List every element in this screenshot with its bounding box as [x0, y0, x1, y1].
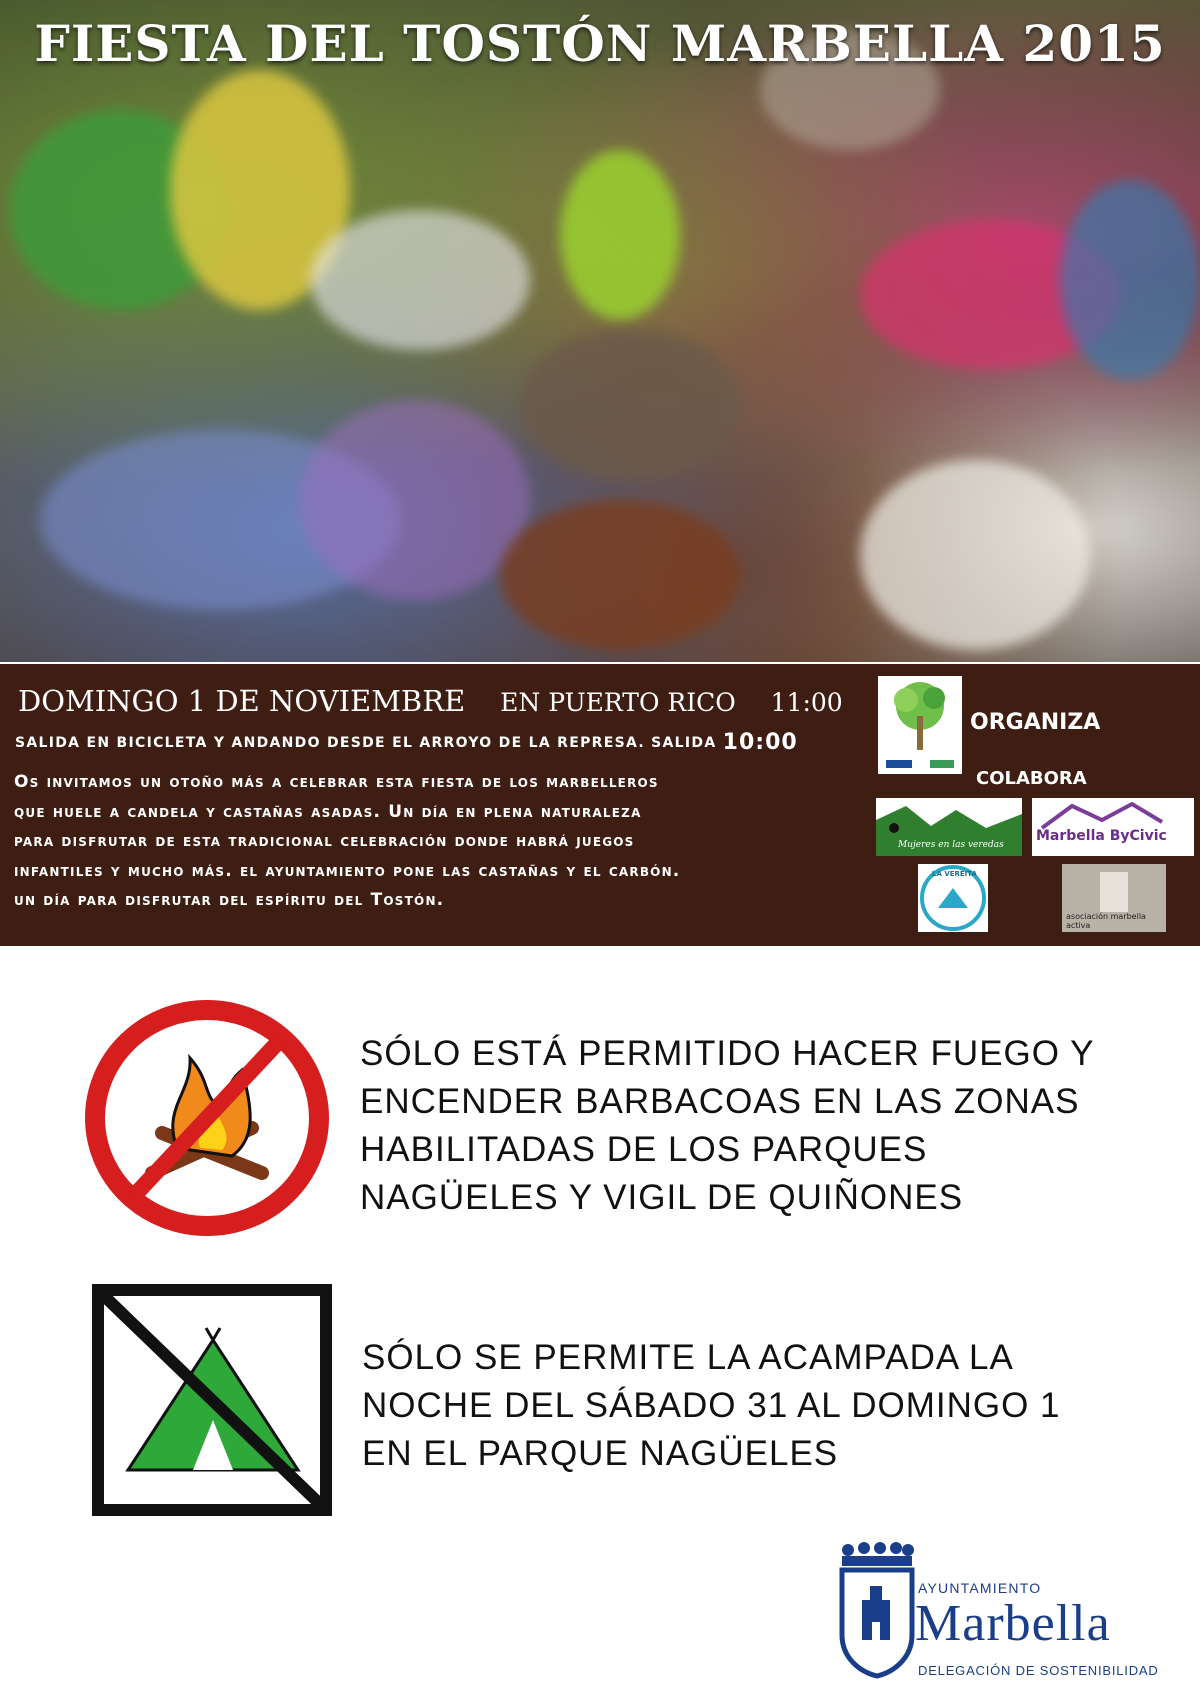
- fire-notice-line: SÓLO ESTÁ PERMITIDO HACER FUEGO Y: [360, 1034, 1095, 1073]
- camping-notice-line: NOCHE DEL SÁBADO 31 AL DOMINGO 1: [362, 1386, 1061, 1425]
- fire-notice-line: HABILITADAS DE LOS PARQUES: [360, 1130, 928, 1169]
- vereita-logo-text: LA VEREITA: [932, 870, 977, 878]
- event-date-line: [18, 684, 869, 718]
- bycivic-logo-text: Marbella ByCivic: [1036, 828, 1167, 844]
- camping-notice-line: SÓLO SE PERMITE LA ACAMPADA LA: [362, 1338, 1014, 1377]
- event-time: 11:00: [770, 688, 843, 717]
- fire-notice-line: ENCENDER BARBACOAS EN LAS ZONAS: [360, 1082, 1080, 1121]
- event-info-band: [0, 662, 1200, 946]
- no-fire-icon: [82, 998, 332, 1238]
- departure-time: 10:00: [722, 730, 798, 755]
- description-line: un día para disfrutar del espíritu del Tostón.: [14, 890, 445, 910]
- camping-notice: [362, 1334, 1061, 1478]
- event-description: [14, 768, 844, 916]
- description-line: Os invitamos un otoño más a celebrar esta fiesta de los marbelleros: [14, 772, 659, 792]
- muni-ayuntamiento: AYUNTAMIENTO: [918, 1580, 1042, 1596]
- description-line: para disfrutar de esta tradicional celebración donde habrá juegos: [14, 831, 635, 851]
- mujeres-logo-text: Mujeres en las veredas: [898, 840, 1004, 850]
- page-title: FIESTA DEL TOSTÓN MARBELLA 2015: [34, 14, 1166, 73]
- event-date: DOMINGO 1 DE NOVIEMBRE: [18, 684, 466, 718]
- marbella-coat-of-arms: [836, 1540, 916, 1680]
- vereita-logo: [918, 864, 988, 932]
- colabora-label: COLABORA: [976, 768, 1087, 789]
- departure-text: SALIDA EN BICICLETA Y ANDANDO DESDE EL ARROYO DE LA REPRESA. SALIDA: [15, 735, 717, 751]
- no-camping-icon: [88, 1280, 338, 1520]
- fire-notice-line: NAGÜELES Y VIGIL DE QUIÑONES: [360, 1178, 964, 1217]
- departure-line: [15, 730, 798, 755]
- event-place: EN PUERTO RICO: [500, 688, 736, 717]
- activa-logo-text: asociación marbella activa: [1066, 912, 1146, 930]
- hero-photo-collage: [0, 0, 1200, 662]
- description-line: infantiles y mucho más. el ayuntamiento pone las castañas y el carbón.: [14, 860, 681, 881]
- camping-notice-line: EN EL PARQUE NAGÜELES: [362, 1434, 839, 1473]
- description-line: que huele a candela y castañas asadas. Un día en plena naturaleza: [14, 801, 642, 822]
- muni-name: Marbella: [915, 1595, 1111, 1652]
- marbella-activa-logo: [1062, 864, 1166, 932]
- muni-department: DELEGACIÓN DE SOSTENIBILIDAD: [918, 1663, 1159, 1678]
- mujeres-veredas-logo: [876, 798, 1022, 856]
- bycivic-logo: [1032, 798, 1194, 856]
- organiza-label: ORGANIZA: [970, 710, 1101, 735]
- organizer-tree-logo: [878, 676, 962, 774]
- fire-notice: [360, 1030, 1094, 1222]
